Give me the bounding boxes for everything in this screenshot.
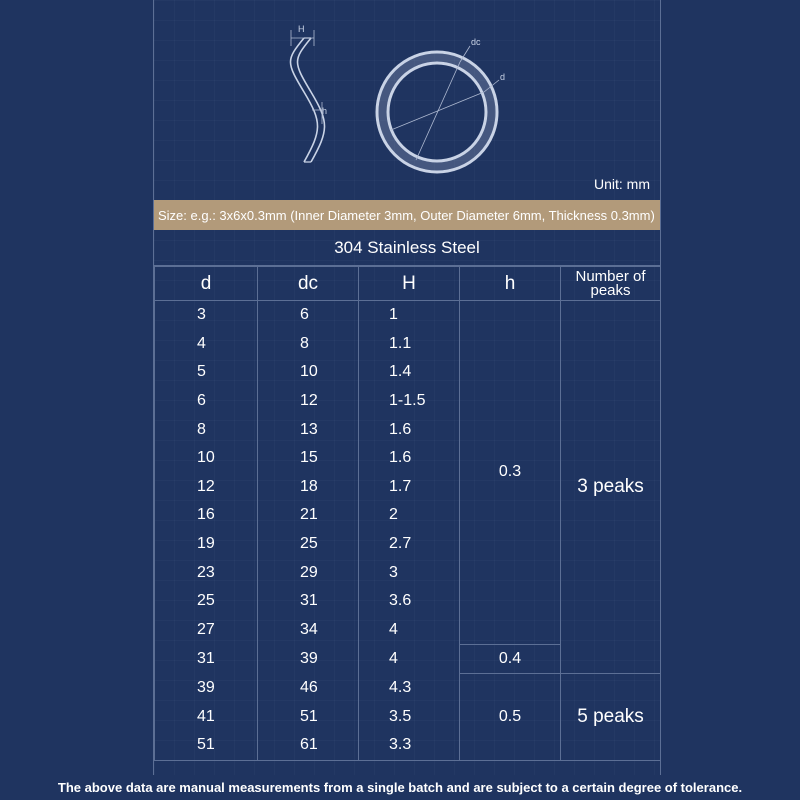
tolerance-note: The above data are manual measurements from a single batch and are subject to a certain degree of tolerance. bbox=[57, 780, 743, 795]
cell-H: 4 bbox=[359, 644, 460, 674]
cell-H: 1.7 bbox=[359, 473, 460, 502]
spec-table bbox=[154, 266, 661, 761]
cell-dc: 15 bbox=[258, 444, 359, 473]
washer-diagram bbox=[154, 0, 660, 200]
cell-dc: 6 bbox=[258, 301, 359, 330]
cell-H: 3.3 bbox=[359, 731, 460, 760]
washer-front-view bbox=[377, 46, 499, 172]
cell-h-group: 0.5 bbox=[460, 674, 561, 760]
cell-H: 3.5 bbox=[359, 702, 460, 731]
label-d: d bbox=[500, 72, 506, 82]
header-H: H bbox=[359, 267, 460, 301]
cell-d: 10 bbox=[155, 444, 258, 473]
cell-peaks-group: 3 peaks bbox=[561, 301, 661, 674]
label-H: H bbox=[298, 24, 305, 34]
header-d: d bbox=[155, 267, 258, 301]
cell-dc: 10 bbox=[258, 358, 359, 387]
cell-h-group: 0.4 bbox=[460, 644, 561, 674]
header-h: h bbox=[460, 267, 561, 301]
cell-dc: 61 bbox=[258, 731, 359, 760]
cell-d: 31 bbox=[155, 644, 258, 674]
cell-d: 23 bbox=[155, 558, 258, 587]
unit-label: Unit: mm bbox=[594, 176, 650, 192]
washer-side-profile bbox=[291, 38, 328, 162]
cell-dc: 31 bbox=[258, 587, 359, 616]
cell-dc: 13 bbox=[258, 415, 359, 444]
cell-d: 5 bbox=[155, 358, 258, 387]
cell-d: 51 bbox=[155, 731, 258, 760]
table-row bbox=[155, 301, 661, 330]
cell-H: 1.1 bbox=[359, 330, 460, 359]
cell-H: 3.6 bbox=[359, 587, 460, 616]
cell-d: 6 bbox=[155, 387, 258, 416]
header-dc: dc bbox=[258, 267, 359, 301]
material-title: 304 Stainless Steel bbox=[154, 231, 660, 266]
cell-peaks-group: 5 peaks bbox=[561, 674, 661, 760]
cell-d: 25 bbox=[155, 587, 258, 616]
cell-d: 3 bbox=[155, 301, 258, 330]
cell-dc: 34 bbox=[258, 616, 359, 645]
table-row bbox=[155, 674, 661, 703]
cell-d: 4 bbox=[155, 330, 258, 359]
cell-dc: 21 bbox=[258, 501, 359, 530]
cell-d: 27 bbox=[155, 616, 258, 645]
cell-H: 4.3 bbox=[359, 674, 460, 703]
cell-d: 8 bbox=[155, 415, 258, 444]
cell-d: 39 bbox=[155, 674, 258, 703]
cell-dc: 51 bbox=[258, 702, 359, 731]
cell-dc: 39 bbox=[258, 644, 359, 674]
header-peaks: Number of peaks bbox=[561, 267, 661, 301]
label-dc: dc bbox=[471, 37, 481, 47]
cell-H: 2 bbox=[359, 501, 460, 530]
cell-H: 1-1.5 bbox=[359, 387, 460, 416]
cell-dc: 18 bbox=[258, 473, 359, 502]
cell-H: 2.7 bbox=[359, 530, 460, 559]
cell-dc: 25 bbox=[258, 530, 359, 559]
cell-d: 16 bbox=[155, 501, 258, 530]
cell-dc: 46 bbox=[258, 674, 359, 703]
cell-H: 1.6 bbox=[359, 415, 460, 444]
cell-dc: 29 bbox=[258, 558, 359, 587]
cell-H: 1.6 bbox=[359, 444, 460, 473]
cell-H: 1 bbox=[359, 301, 460, 330]
cell-dc: 12 bbox=[258, 387, 359, 416]
cell-h-group: 0.3 bbox=[460, 301, 561, 645]
table-header-row bbox=[155, 267, 661, 301]
size-example-bar: Size: e.g.: 3x6x0.3mm (Inner Diameter 3mm, Outer Diameter 6mm, Thickness 0.3mm) bbox=[154, 200, 660, 230]
cell-d: 19 bbox=[155, 530, 258, 559]
cell-d: 41 bbox=[155, 702, 258, 731]
cell-d: 12 bbox=[155, 473, 258, 502]
cell-dc: 8 bbox=[258, 330, 359, 359]
spec-panel bbox=[153, 0, 661, 775]
label-h: h bbox=[322, 106, 328, 116]
cell-H: 3 bbox=[359, 558, 460, 587]
cell-H: 1.4 bbox=[359, 358, 460, 387]
cell-H: 4 bbox=[359, 616, 460, 645]
